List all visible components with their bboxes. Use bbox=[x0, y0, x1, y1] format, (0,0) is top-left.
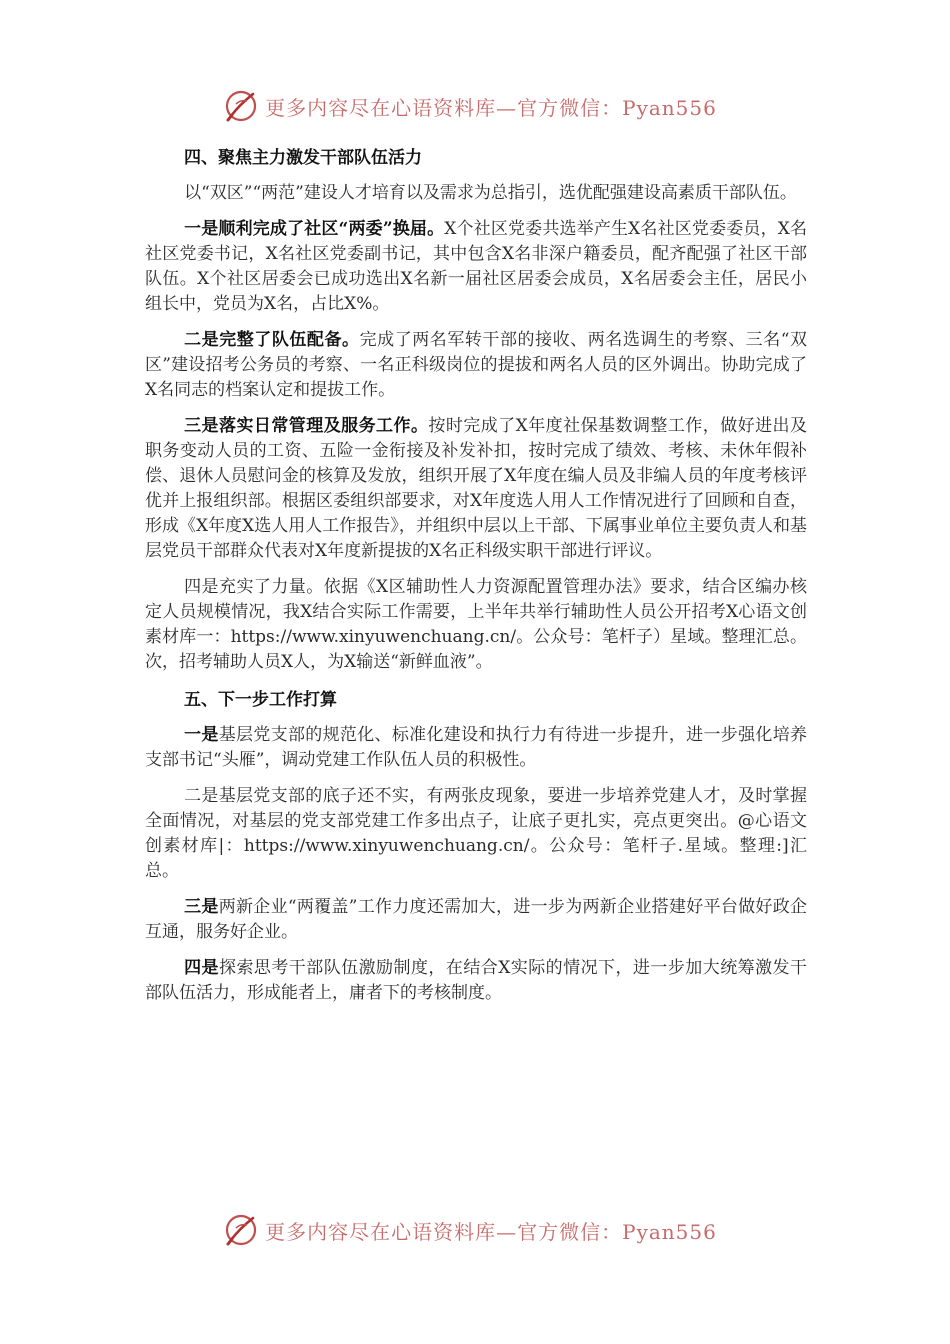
item-text: X个社区党委共选举产生X名社区党委委员，X名社区党委书记，X名社区党委副书记，其中包含X名非深户籍委员，配齐配强了社区干部队伍。X个社区居委会已成功选出X名新一届社区居委会成员，X名居委会主任，居民小组长中，党员为X名，占比X%。 bbox=[145, 219, 807, 314]
item-text: 四是充实了力量。依据《X区辅助性人力资源配置管理办法》要求，结合区编办核定人员规模情况，我X结合实际工作需要，上半年共举行辅助性人员公开招考X心语文创素材库一：https://www.xinyuwenchuang.cn/。公众号：笔杆子）星域。整理汇总。次，招考辅助人员X人，为X输送“新鲜血液”。 bbox=[145, 577, 807, 672]
item-lead: 三是落实日常管理及服务工作。 bbox=[184, 416, 429, 436]
section-four-item-1 bbox=[145, 217, 807, 317]
item-lead: 四是 bbox=[184, 958, 219, 978]
watermark-text-top: 更多内容尽在心语资料库—官方微信：Pyan556 bbox=[265, 95, 717, 120]
section-four-intro: 以“双区”“两范”建设人才培育以及需求为总指引，选优配强建设高素质干部队伍。 bbox=[184, 183, 797, 203]
section-five-item-3 bbox=[145, 895, 807, 945]
item-lead: 三是 bbox=[184, 897, 219, 917]
brush-logo-icon bbox=[223, 88, 259, 124]
item-lead: 一是 bbox=[184, 725, 219, 745]
document-body bbox=[145, 145, 807, 1006]
section-five-item-2 bbox=[145, 784, 807, 884]
item-text: 两新企业“两覆盖”工作力度还需加大，进一步为两新企业搭建好平台做好政企互通，服务好企业。 bbox=[145, 897, 807, 942]
item-text: 二是基层党支部的底子还不实，有两张皮现象，要进一步培养党建人才，及时掌握全面情况，对基层的党支部党建工作多出点子，让底子更扎实，亮点更突出。@心语文创素材库|：https://www.xinyuwenchuang.cn/。公众号：笔杆子.星域。整理:]汇总。 bbox=[145, 786, 807, 881]
item-text: 完成了两名军转干部的接收、两名选调生的考察、三名“双区”建设招考公务员的考察、一名正科级岗位的提拔和两名人员的区外调出。协助完成了X名同志的档案认定和提拔工作。 bbox=[145, 330, 808, 400]
section-four-item-3 bbox=[145, 414, 807, 564]
item-lead: 一是顺利完成了社区“两委”换届。 bbox=[184, 219, 445, 239]
item-text: 按时完成了X年度社保基数调整工作，做好进出及职务变动人员的工资、五险一金衔接及补发补扣，按时完成了绩效、考核、未休年假补偿、退休人员慰问金的核算及发放，组织开展了X年度在编人员及非编人员的年度考核评优并上报组织部。根据区委组织部要求，对X年度选人用人工作情况进行了回顾和自查，形成《X年度X选人用人工作报告》，并组织中层以上干部、下属事业单位主要负责人和基层党员干部群众代表对X年度新提拔的X名正科级实职干部进行评议。 bbox=[145, 416, 808, 561]
brush-logo-icon bbox=[223, 1212, 259, 1248]
section-five-item-1 bbox=[145, 723, 807, 773]
watermark-text-bottom: 更多内容尽在心语资料库—官方微信：Pyan556 bbox=[265, 1219, 717, 1244]
section-four-item-2 bbox=[145, 328, 807, 403]
watermark-banner-top bbox=[0, 86, 950, 126]
item-text: 探索思考干部队伍激励制度，在结合X实际的情况下，进一步加大统筹激发干部队伍活力，形成能者上，庸者下的考核制度。 bbox=[145, 958, 807, 1003]
item-text: 基层党支部的规范化、标准化建设和执行力有待进一步提升，进一步强化培养支部书记“头雁”，调动党建工作队伍人员的积极性。 bbox=[145, 725, 808, 770]
item-lead: 二是完整了队伍配备。 bbox=[184, 330, 360, 350]
section-four-item-4 bbox=[145, 575, 807, 675]
section-five-item-4 bbox=[145, 956, 807, 1006]
section-five-heading: 五、下一步工作打算 bbox=[184, 690, 337, 710]
watermark-banner-bottom bbox=[0, 1210, 950, 1250]
section-four-heading: 四、聚焦主力激发干部队伍活力 bbox=[184, 148, 422, 168]
